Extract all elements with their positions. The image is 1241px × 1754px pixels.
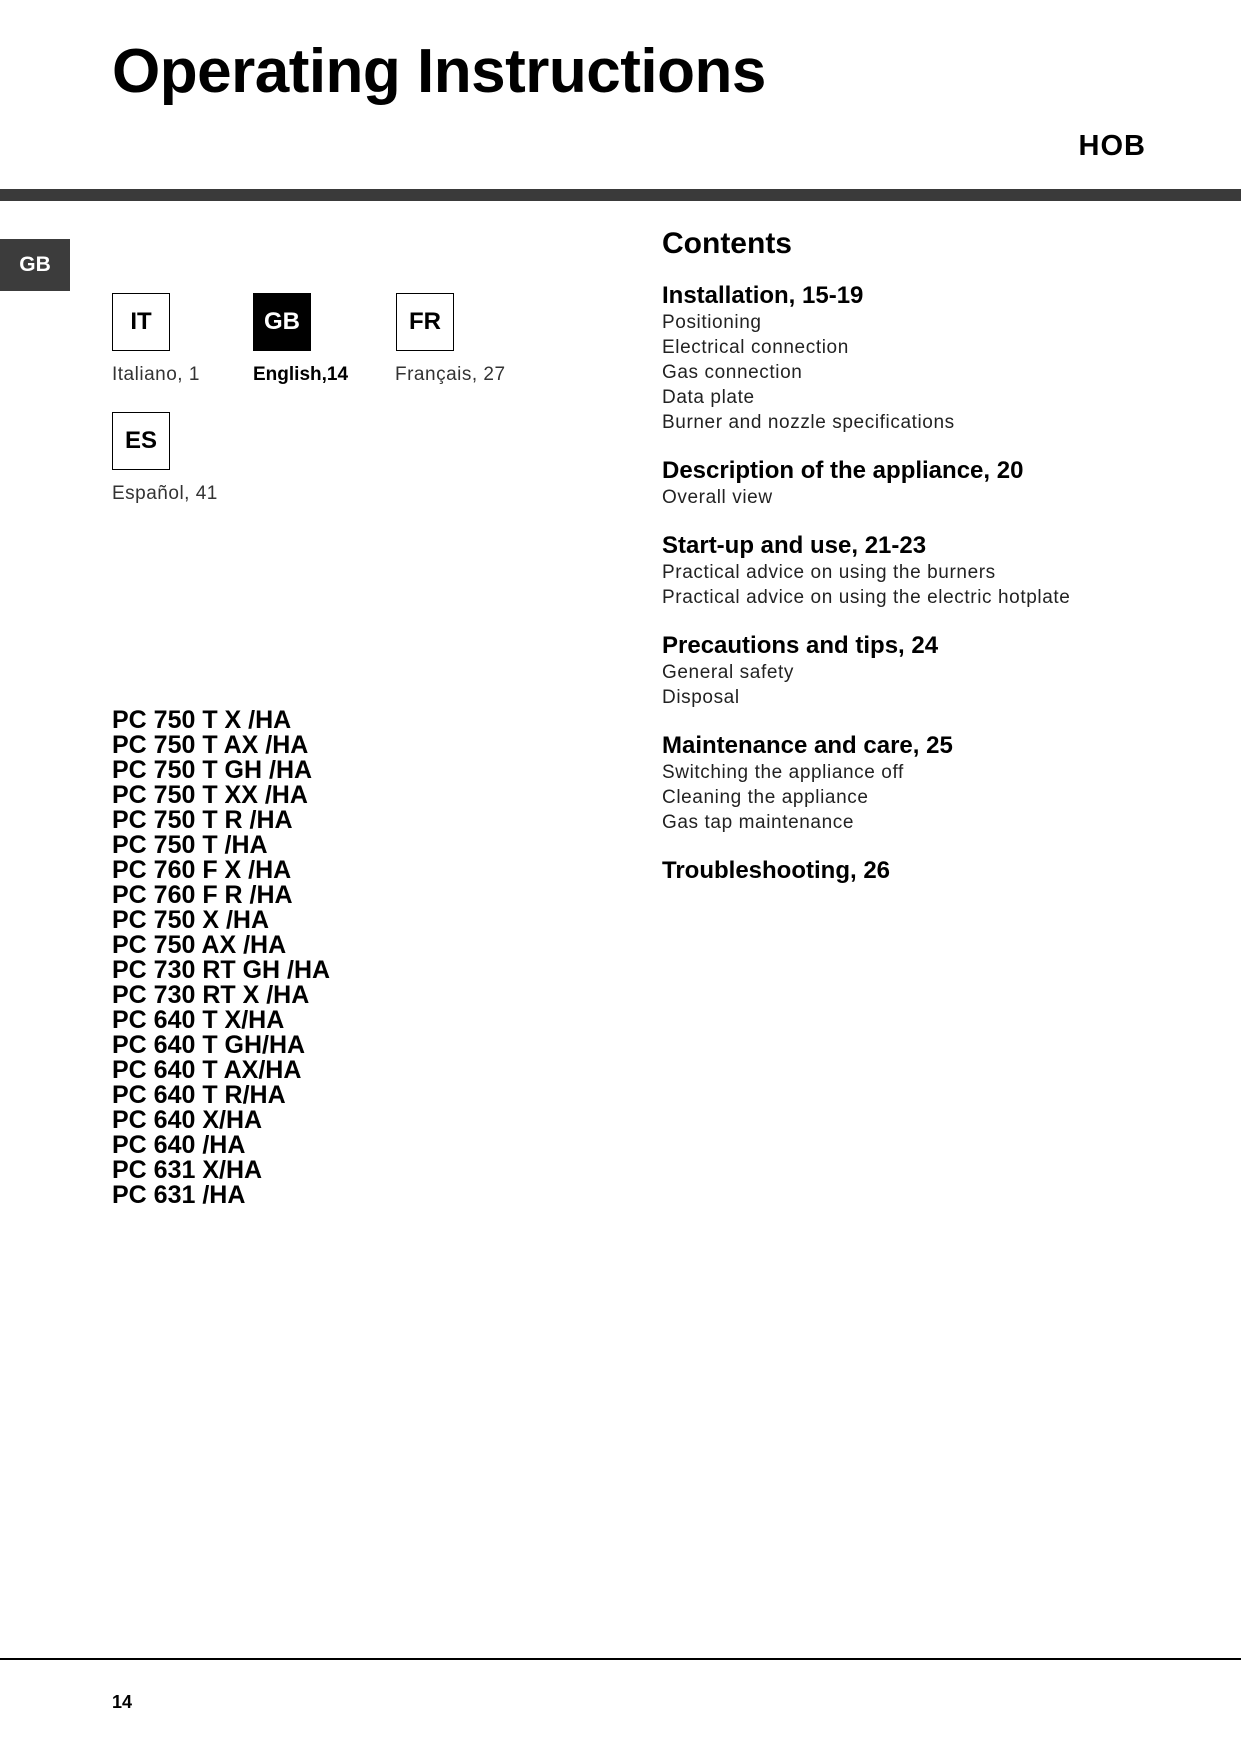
toc-item: Gas connection xyxy=(662,362,803,383)
toc-item: Data plate xyxy=(662,387,755,408)
model-item: PC 730 RT X /HA xyxy=(112,981,310,1009)
toc-item: Practical advice on using the burners xyxy=(662,562,996,583)
toc-item: Practical advice on using the electric hotplate xyxy=(662,587,1071,608)
toc-item: Overall view xyxy=(662,487,773,508)
lang-box-fr: FR xyxy=(396,293,454,351)
lang-label-fr: Français, 27 xyxy=(395,364,506,385)
product-type: HOB xyxy=(1078,130,1146,162)
toc-item: Gas tap maintenance xyxy=(662,812,855,833)
toc-section-title: Maintenance and care, 25 xyxy=(662,732,953,759)
model-list xyxy=(112,708,330,1208)
model-item: PC 750 X /HA xyxy=(112,906,270,934)
model-item: PC 750 T XX /HA xyxy=(112,781,308,809)
toc-section-precautions xyxy=(662,632,1222,710)
model-item: PC 631 X/HA xyxy=(112,1156,263,1184)
model-item: PC 750 T X /HA xyxy=(112,706,292,734)
toc-item: Disposal xyxy=(662,687,740,708)
toc-section-startup xyxy=(662,532,1222,610)
toc-item: Electrical connection xyxy=(662,337,849,358)
model-item: PC 750 T /HA xyxy=(112,831,268,859)
model-item: PC 750 AX /HA xyxy=(112,931,287,959)
toc-section-title: Start-up and use, 21-23 xyxy=(662,532,927,559)
contents-title: Contents xyxy=(662,227,792,260)
toc-section-title: Installation, 15-19 xyxy=(662,282,864,309)
toc-item: Switching the appliance off xyxy=(662,762,904,783)
table-of-contents xyxy=(662,226,1222,907)
lang-label-es: Español, 41 xyxy=(112,483,218,504)
model-item: PC 730 RT GH /HA xyxy=(112,956,331,984)
model-item: PC 640 X/HA xyxy=(112,1106,263,1134)
toc-item: Cleaning the appliance xyxy=(662,787,869,808)
model-item: PC 760 F R /HA xyxy=(112,881,293,909)
toc-section-troubleshooting xyxy=(662,857,1222,885)
model-item: PC 640 T GH/HA xyxy=(112,1031,306,1059)
lang-label-gb: English,14 xyxy=(253,364,349,385)
model-item: PC 750 T GH /HA xyxy=(112,756,313,784)
page-title: Operating Instructions xyxy=(112,37,766,106)
toc-section-title: Troubleshooting, 26 xyxy=(662,857,891,884)
toc-item: Positioning xyxy=(662,312,762,333)
toc-section-description xyxy=(662,457,1222,510)
toc-section-title: Precautions and tips, 24 xyxy=(662,632,939,659)
model-item: PC 750 T AX /HA xyxy=(112,731,309,759)
page-number: 14 xyxy=(112,1692,133,1712)
toc-section-title: Description of the appliance, 20 xyxy=(662,457,1024,484)
model-item: PC 631 /HA xyxy=(112,1181,246,1209)
toc-item: Burner and nozzle specifications xyxy=(662,412,955,433)
footer-divider xyxy=(0,1658,1241,1660)
header-divider xyxy=(0,189,1241,201)
model-item: PC 640 T X/HA xyxy=(112,1006,285,1034)
model-item: PC 640 /HA xyxy=(112,1131,246,1159)
model-item: PC 640 T AX/HA xyxy=(112,1056,302,1084)
toc-item: General safety xyxy=(662,662,794,683)
lang-box-gb: GB xyxy=(253,293,311,351)
lang-label-it: Italiano, 1 xyxy=(112,364,200,385)
model-item: PC 640 T R/HA xyxy=(112,1081,286,1109)
model-item: PC 760 F X /HA xyxy=(112,856,292,884)
lang-box-es: ES xyxy=(112,412,170,470)
toc-section-maintenance xyxy=(662,732,1222,835)
lang-box-it: IT xyxy=(112,293,170,351)
model-item: PC 750 T R /HA xyxy=(112,806,293,834)
toc-section-installation xyxy=(662,282,1222,435)
language-side-tab: GB xyxy=(0,239,70,291)
